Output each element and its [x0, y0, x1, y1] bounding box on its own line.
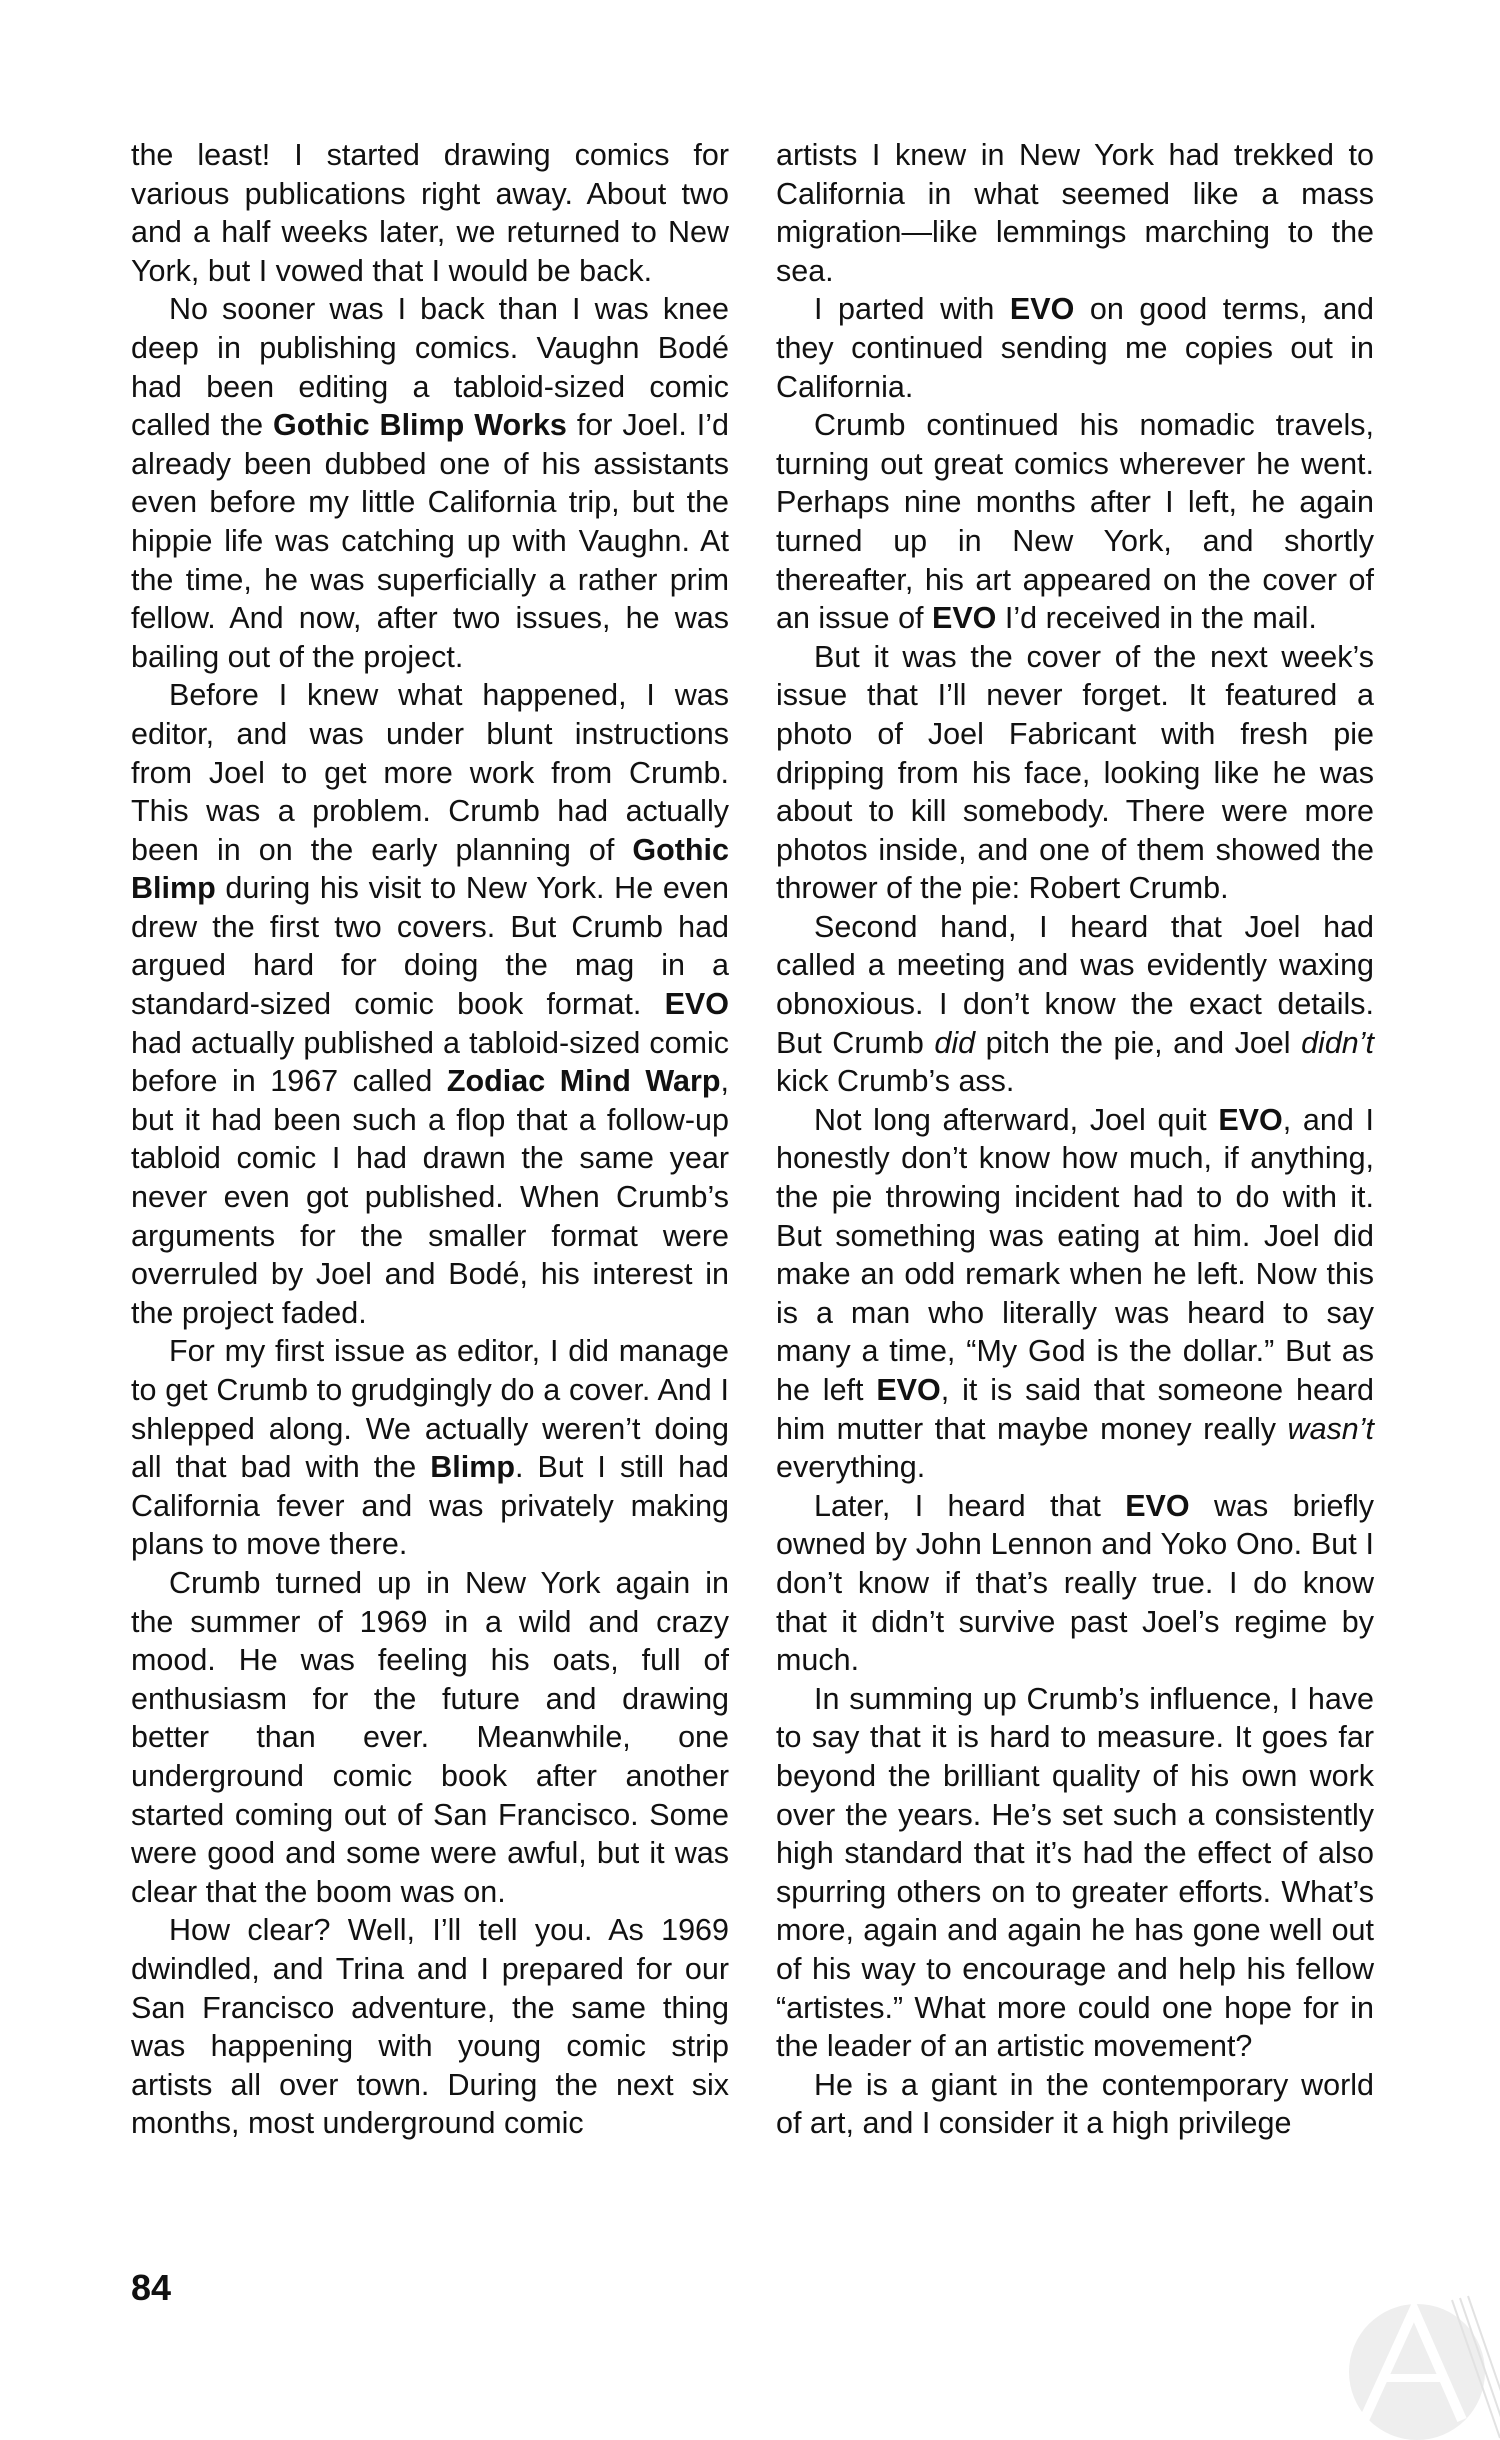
bold-text: Blimp	[430, 1450, 516, 1485]
bold-text: EVO	[1218, 1102, 1283, 1137]
right-column	[776, 136, 1374, 2143]
text-run: kick Crumb’s ass.	[776, 1064, 1015, 1099]
text-run: In summing up Crumb’s influence, I have to say that it is hard to measure. It goes far beyond the brilliant quality of his own work over the years. He’s set such a consistently high standard that it’s had the effect of also spurring others on to greater efforts. What’s more, again and again he has gone well out of his way to encourage and help his fellow “artistes.” What more could one hope for in the leader of an artistic movement?	[776, 1681, 1374, 2064]
text-run: for Joel. I’d already been dubbed one of his assistants even before my little California trip, but the hippie life was catching up with Vaughn. At the time, he was superficially a rather prim fellow. And now, after two issues, he was bailing out of the project.	[131, 408, 730, 674]
paragraph	[131, 136, 729, 290]
text-run: was briefly owned by John Lennon and Yoko Ono. But I don’t know if that’s really true. I do know that it didn’t survive past Joel’s regime by much.	[776, 1488, 1375, 1678]
text-run: Crumb turned up in New York again in the summer of 1969 in a wild and crazy mood. He was feeling his oats, full of enthusiasm for the future and drawing better than ever. Meanwhile, one underground comic book after another started coming out of San Francisco. Some were good and some were awful, but it was clear that the boom was on.	[131, 1565, 729, 1909]
bold-text: Gothic Blimp Works	[273, 408, 567, 443]
italic-text: did	[934, 1025, 976, 1060]
text-run: on good terms, and they continued sending me copies out in California.	[776, 292, 1374, 404]
paragraph	[131, 1332, 729, 1564]
text-run: pitch the pie, and Joel	[975, 1025, 1302, 1060]
text-run: But it was the cover of the next week’s issue that I’ll never forget. It featured a photo of Joel Fabricant with fresh pie dripping from his face, looking like he was about to kill somebody. There were more photos inside, and one of them showed the thrower of the pie: Robert Crumb.	[776, 639, 1374, 906]
text-run: everything.	[776, 1450, 926, 1485]
text-run: Before I knew what happened, I was editor, and was under blunt instructions from Joel to get more work from Crumb. This was a problem. Crumb had actually been in on the early planning of	[131, 678, 729, 867]
paragraph	[776, 638, 1374, 908]
text-run: Crumb continued his nomadic travels, turning out great comics wherever he went. Perhaps nine months after I left, he again turned up in New York, and shortly thereafter, his art appeared on the cover of an issue of	[776, 408, 1374, 636]
left-column	[131, 136, 729, 2143]
paragraph	[776, 1680, 1374, 2066]
text-run: For my first issue as editor, I did manage to get Crumb to grudgingly do a cover. And I shlepped along. We actually weren’t doing all that bad with the	[131, 1334, 729, 1485]
text-run: . But I still had California fever and was privately making plans to move there.	[131, 1450, 729, 1562]
paragraph	[131, 290, 729, 676]
paragraph	[776, 2066, 1374, 2143]
text-run: I parted with	[814, 292, 1010, 327]
paragraph	[776, 1487, 1374, 1680]
paragraph	[776, 406, 1374, 638]
paragraph	[131, 1564, 729, 1911]
text-run: No sooner was I back than I was knee deep in publishing comics. Vaughn Bodé had been editing a tabloid-sized comic called the	[131, 292, 729, 443]
text-run: He is a giant in the contemporary world of art, and I consider it a high privilege	[776, 2067, 1374, 2141]
paragraph	[131, 1911, 729, 2143]
text-run: Second hand, I heard that Joel had called a meeting and was evidently waxing obnoxious. I don’t know the exact details. But Crumb	[776, 909, 1374, 1060]
bold-text: EVO	[876, 1373, 941, 1407]
text-run: Not long afterward, Joel quit	[814, 1102, 1219, 1137]
text-run: the least! I started drawing comics for various publications right away. About two and a half weeks later, we returned to New York, but I vowed that I would be back.	[131, 138, 729, 288]
bold-text: Zodiac Mind Warp	[446, 1064, 721, 1099]
paragraph	[776, 290, 1374, 406]
paragraph	[776, 908, 1374, 1101]
italic-text: wasn’t	[1287, 1411, 1374, 1446]
watermark-logo	[1302, 2260, 1500, 2440]
text-run: Later, I heard that	[814, 1488, 1126, 1523]
text-run: during his visit to New York. He even drew the first two covers. But Crumb had argued hard for doing the mag in a standard-sized comic book format.	[131, 871, 729, 1022]
text-run: had actually published a tabloid-sized comic before in 1967 called	[131, 1025, 729, 1099]
text-run: How clear? Well, I’ll tell you. As 1969 dwindled, and Trina and I prepared for our San Francisco adventure, the same thing was happening with young comic strip artists all over town. During the next six months, most underground comic	[131, 1913, 729, 2141]
bold-text: Gothic Blimp	[131, 832, 729, 906]
text-run: artists I knew in New York had trekked to California in what seemed like a mass migration—like lemmings marching to the sea.	[776, 138, 1374, 288]
text-run: , it is said that someone heard him mutter that maybe money really	[776, 1373, 1374, 1446]
text-run: , but it had been such a flop that a follow-up tabloid comic I had drawn the same year never even got published. When Crumb’s arguments for the smaller format were overruled by Joel and Bodé, his interest in the project faded.	[131, 1064, 730, 1330]
bold-text: EVO	[664, 987, 729, 1022]
italic-text: didn’t	[1301, 1025, 1374, 1060]
bold-text: EVO	[1009, 292, 1075, 327]
paragraph	[776, 1101, 1374, 1487]
text-run: , and I honestly don’t know how much, if anything, the pie throwing incident had to do with it. But something was eating at him. Joel did make an odd remark when he left. Now this is a man who literally was heard to say many a time, “My God is the dollar.” But as he left	[776, 1102, 1374, 1407]
text-run: I’d received in the mail.	[996, 601, 1317, 636]
bold-text: EVO	[932, 601, 997, 636]
paragraph	[131, 676, 729, 1332]
page-number: 84	[131, 2267, 172, 2308]
paragraph	[776, 136, 1374, 290]
bold-text: EVO	[1125, 1488, 1190, 1523]
